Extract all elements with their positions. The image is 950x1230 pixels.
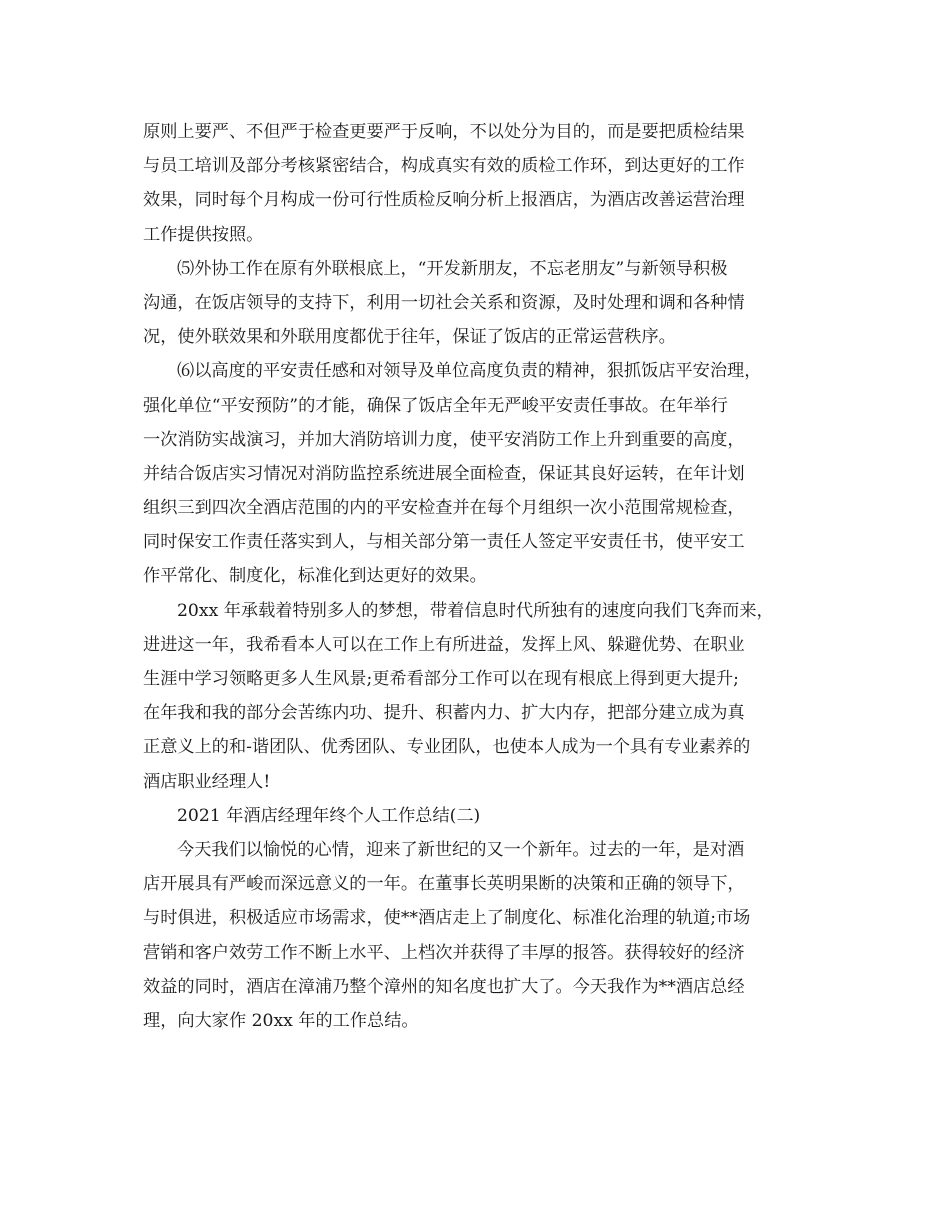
text-line: 营销和客户效劳工作不断上水平、上档次并获得了丰厚的报答。获得较好的经济: [143, 942, 745, 963]
text-line: 沟通，在饭店领导的支持下，利用一切社会关系和资源，及时处理和调和各种情: [143, 292, 745, 313]
text-line: 效益的同时，酒店在漳浦乃整个漳州的知名度也扩大了。今天我作为**酒店总经: [143, 976, 745, 997]
text-line: 进进这一年，我希看本人可以在工作上有所进益，发挥上风、躲避优势、在职业: [143, 634, 745, 655]
text-line: 并结合饭店实习情况对消防监控系统进展全面检查，保证其良好运转，在年计划: [143, 463, 745, 484]
text-line: 同时保安工作责任落实到人，与相关部分第一责任人签定平安责任书，使平安工: [143, 532, 745, 553]
text-line: 在年我和我的部分会苦练内功、提升、积蓄内力、扩大内存，把部分建立成为真: [143, 703, 745, 724]
text-line: 强化单位“平安预防”的才能，确保了饭店全年无严峻平安责任事故。在年举行: [143, 395, 728, 416]
text-line: 酒店职业经理人!: [143, 771, 271, 792]
text-line: 况，使外联效果和外联用度都优于往年，保证了饭店的正常运营秩序。: [143, 327, 676, 348]
text-line: 正意义上的和-谐团队、优秀团队、专业团队，也使本人成为一个具有专业素养的: [143, 737, 751, 758]
text-line: 组织三到四次全酒店范围的内的平安检查并在每个月组织一次小范围常规检查，: [143, 498, 745, 519]
text-line: 2021 年酒店经理年终个人工作总结(二): [177, 805, 481, 826]
text-line: 一次消防实战演习，并加大消防培训力度，使平安消防工作上升到重要的高度，: [143, 429, 745, 450]
document-body: [143, 115, 808, 1038]
text-line: 原则上要严、不但严于检查更要严于反响，不以处分为目的，而是要把质检结果: [143, 122, 745, 142]
text-line: 店开展具有严峻而深远意义的一年。在董事长英明果断的决策和正确的领导下，: [143, 874, 745, 895]
text-line: 与时俱进，积极适应市场需求，使**酒店走上了制度化、标准化治理的轨道;市场: [143, 908, 751, 929]
text-line: 理，向大家作 20xx 年的工作总结。: [143, 1010, 419, 1031]
text-line: ⑸外协工作在原有外联根底上，“开发新朋友，不忘老朋友”与新领导积极: [177, 258, 728, 279]
text-line: 生涯中学习领略更多人生风景;更希看部分工作可以在现有根底上得到更大提升;: [143, 669, 739, 689]
text-line: 20xx 年承载着特别多人的梦想，带着信息时代所独有的速度向我们飞奔而来，: [177, 600, 774, 621]
text-line: 效果，同时每个月构成一份可行性质检反响分析上报酒店，为酒店改善运营治理: [143, 190, 745, 211]
text-line: 作平常化、制度化，标准化到达更好的效果。: [143, 566, 487, 587]
text-line: 与员工培训及部分考核紧密结合，构成真实有效的质检工作环，到达更好的工作: [143, 156, 745, 177]
text-line: 今天我们以愉悦的心情，迎来了新世纪的又一个新年。过去的一年，是对酒: [177, 839, 745, 860]
text-line: 工作提供按照。: [143, 224, 264, 245]
text-line: ⑹以高度的平安责任感和对领导及单位高度负责的精神，狠抓饭店平安治理，: [177, 361, 762, 382]
